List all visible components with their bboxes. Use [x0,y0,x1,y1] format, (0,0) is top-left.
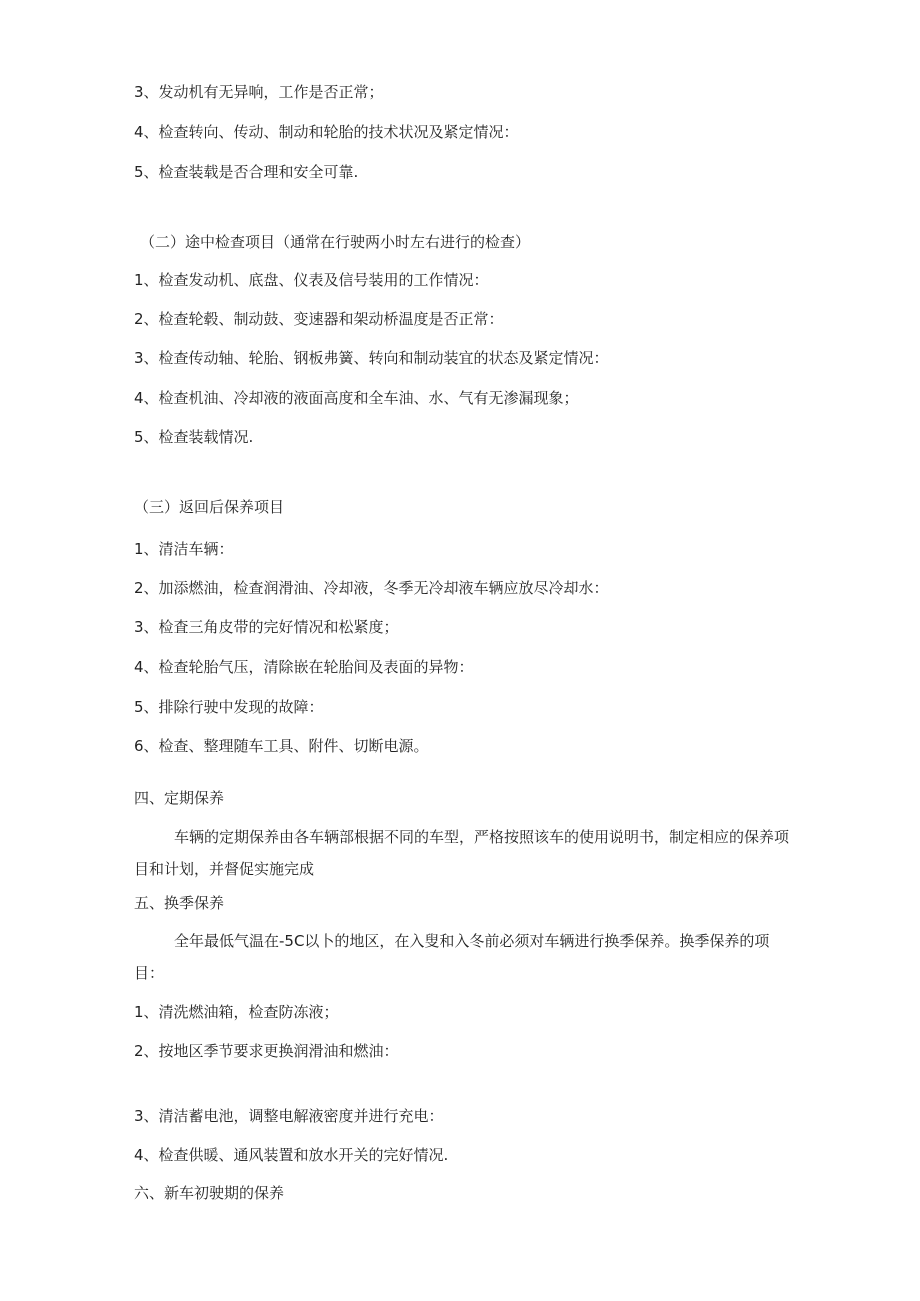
section-4-paragraph: 车辆的定期保养由各车辆部根据不同的车型，严格按照该车的使用说明书，制定相应的保养项目和计划，并督促实施完成 [134,828,790,878]
section-heading-6: 六、新车初驶期的保养 [134,1184,285,1202]
list-item: 1、清洁车辆： [134,540,234,558]
list-item: 3、检査三角皮带的完好情况和松紧度； [134,618,399,636]
list-item: 5、检查装载是否合理和安全可靠. [134,163,359,181]
list-item: 4、检查轮胎气压，清除嵌在轮胎间及表面的异物： [134,658,474,676]
section-heading-4: 四、定期保养 [134,789,225,807]
section-5-paragraph: 全年最低气温在-5C以卜的地区，在入叟和入冬前必须对车辆进行换季保养。换季保养的项目： [134,932,770,982]
section-heading-3: （三）返回后保养项目 [134,498,285,516]
list-item: 5、排除行驶中发现的故障： [134,698,324,716]
list-item: 1、检查发动机、底盘、仪表及信号装用的工作情况： [134,271,489,289]
list-item: 3、发动机有无异响，工作是否正常； [134,83,384,101]
list-item: 2、加添燃油，检查润滑油、冷却液，冬季无冷却液车辆应放尽冷却水： [134,579,609,597]
section-heading-5: 五、换季保养 [134,894,225,912]
list-item: 3、检查传动轴、轮胎、钢板弗簧、转向和制动装宜的状态及紧定情况： [134,349,609,367]
list-item: 5、检查装载情况. [134,428,254,446]
list-item: 2、检查轮毂、制动鼓、变速器和架动桥温度是否正常： [134,310,504,328]
section-heading-2: （二）途中检查项目（通常在行驶两小时左右进行的检查） [140,233,531,251]
list-item: 4、检查转向、传动、制动和轮胎的技术状况及紧定情况： [134,123,519,141]
list-item: 4、检查机油、冷却液的液面高度和全车油、水、气有无渗漏现象； [134,389,579,407]
list-item: 2、按地区季节要求更换润滑油和燃油： [134,1042,399,1060]
list-item: 1、清洗燃油箱，检查防冻液； [134,1003,339,1021]
list-item: 6、检查、整理随车工具、附件、切断电源。 [134,737,429,755]
list-item: 4、检查供暖、通风装置和放水开关的完好情况. [134,1146,449,1164]
list-item: 3、清洁蓄电池，调整电解液密度并进行充电： [134,1107,444,1125]
